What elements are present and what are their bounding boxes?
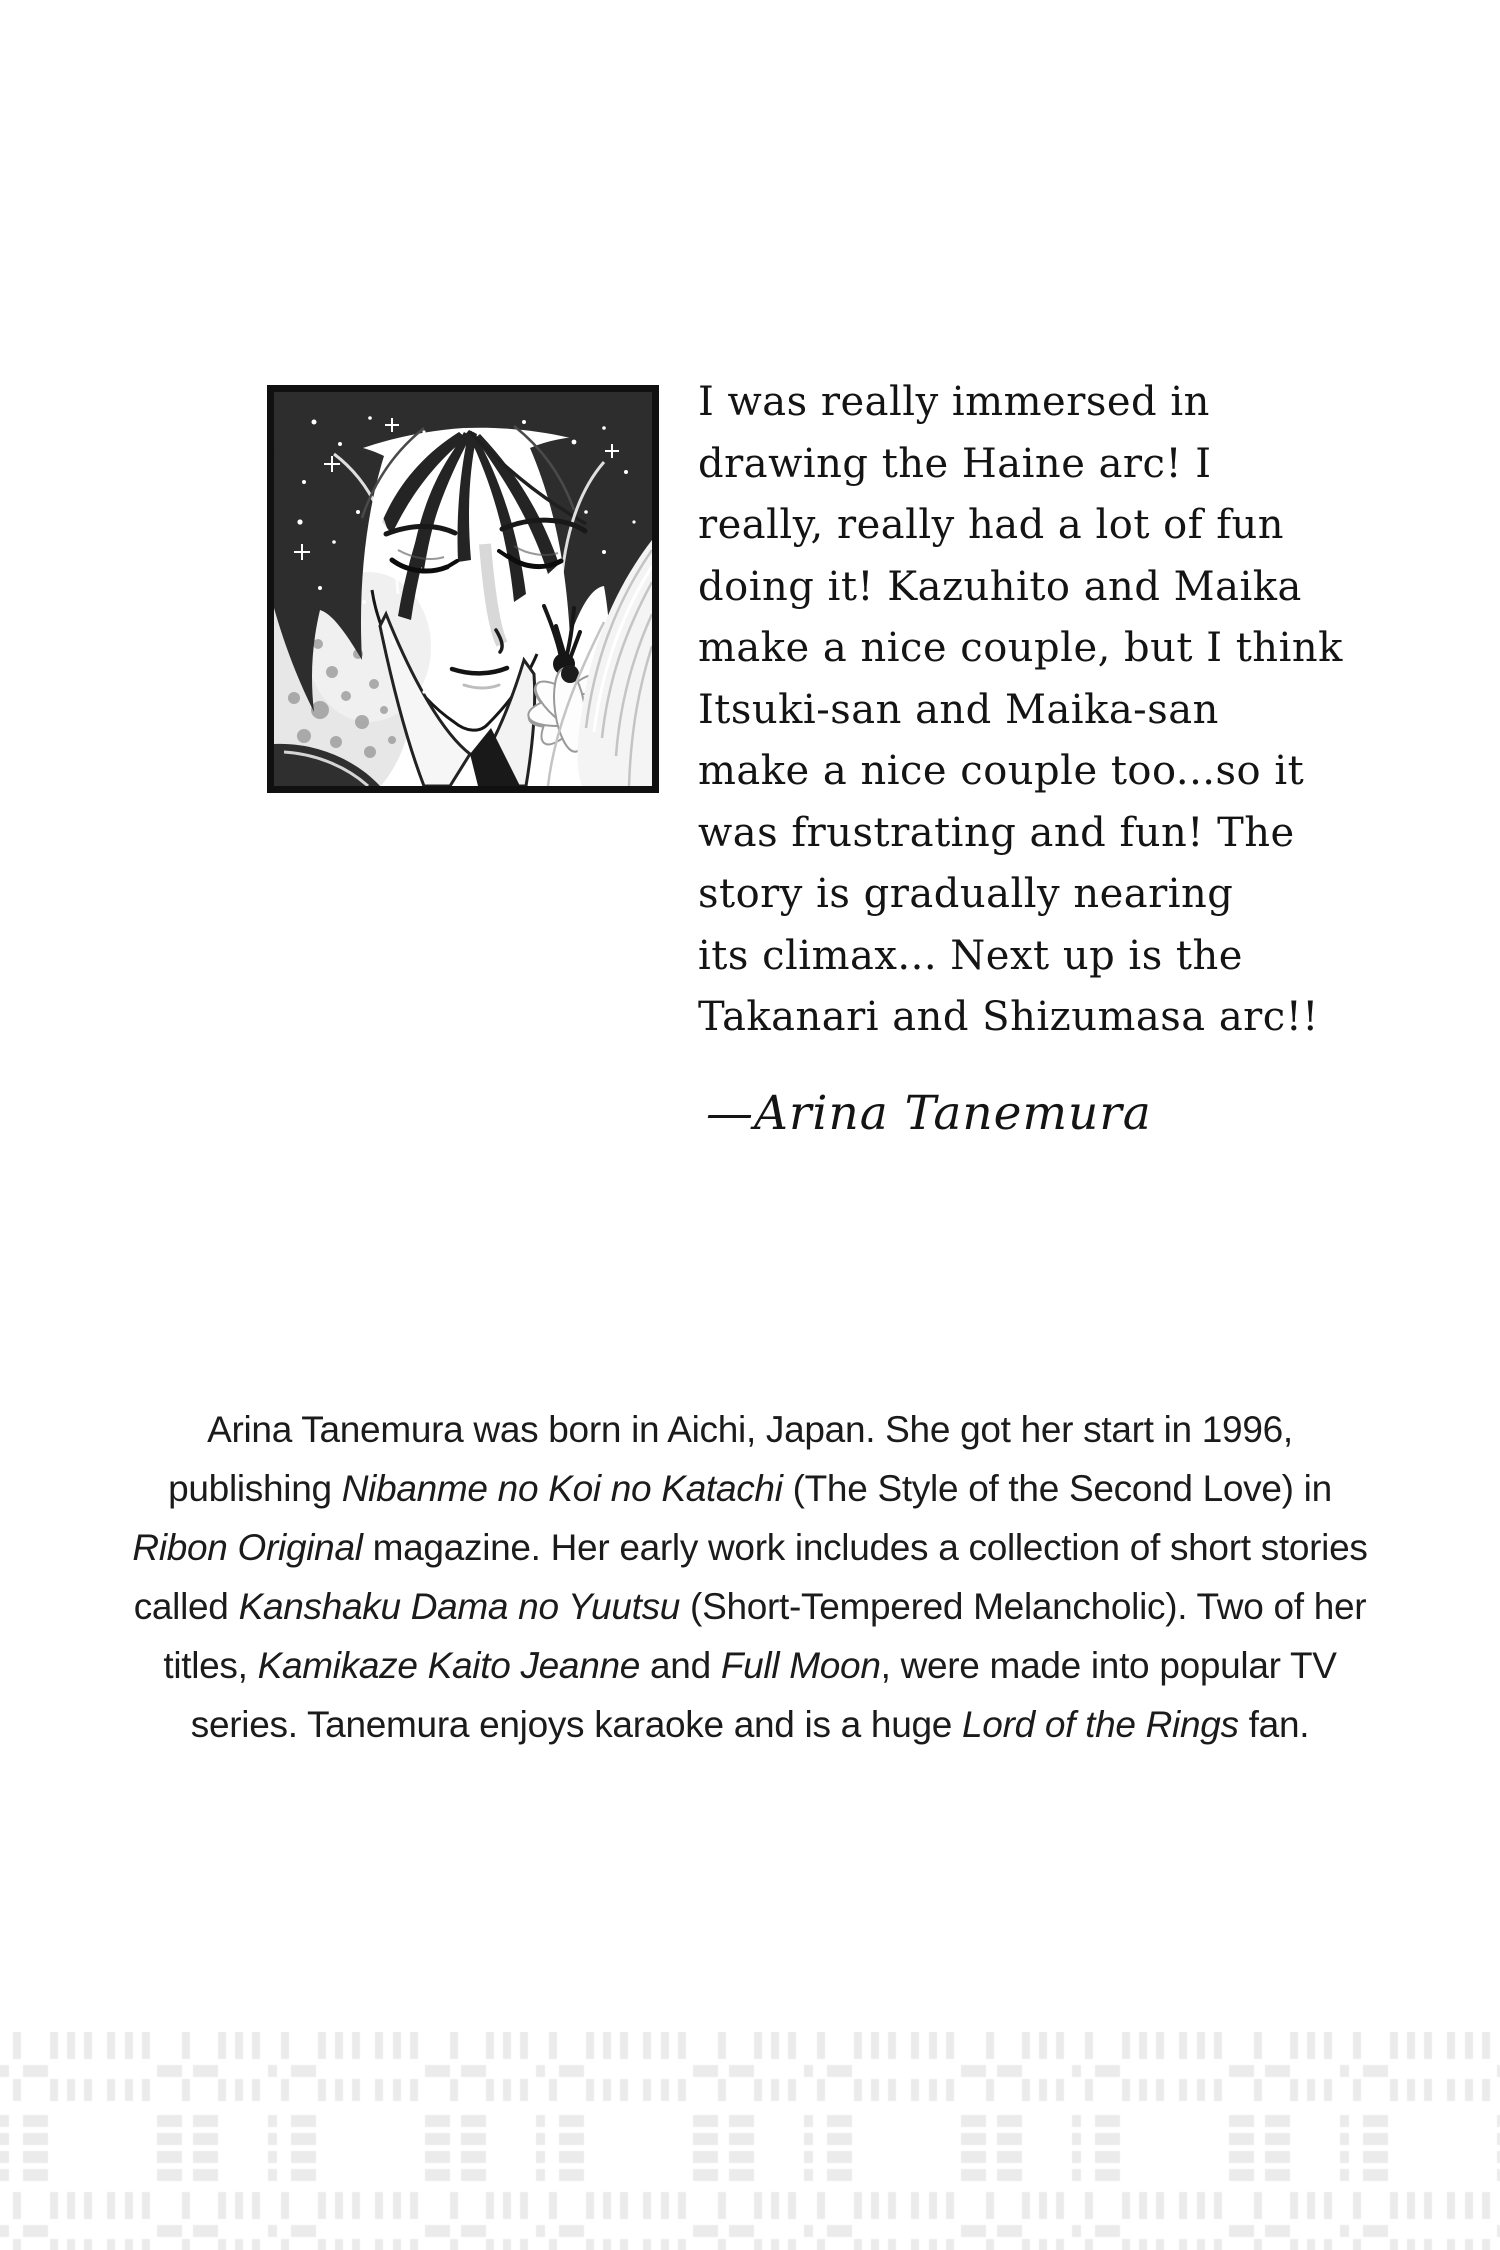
bio-title-italic: Full Moon [720,1645,881,1686]
note-line: make a nice couple, but I think [698,625,1343,671]
bio-line [60,1400,1440,1459]
note-line: was frustrating and fun! The [698,809,1295,856]
bio-text: called [133,1586,239,1627]
bio-text: publishing [168,1468,342,1509]
bio-text: Arina Tanemura was born in Aichi, Japan. She got her start in 1996, [207,1409,1293,1450]
note-line: Itsuki-san and Maika-san [698,686,1219,733]
bio-line [60,1636,1440,1695]
bio-text: and [640,1645,721,1686]
author-note [698,372,1343,1049]
bio-title-italic: Kanshaku Dama no Yuutsu [238,1586,681,1627]
author-signature: —Arina Tanemura [706,1086,1152,1141]
bio-title-italic: Ribon Original [132,1527,363,1568]
note-line: really, really had a lot of fun [698,502,1285,548]
bio-line [60,1695,1440,1754]
bio-line [60,1577,1440,1636]
note-line: make a nice couple too...so it [698,748,1305,794]
bio-text: magazine. Her early work includes a collection of short stories [362,1527,1368,1568]
note-line: doing it! Kazuhito and Maika [698,563,1302,610]
bio-line [60,1459,1440,1518]
decorative-pixel-border [0,2032,1500,2250]
note-line: I was really immersed in [698,379,1210,425]
bio-text: series. Tanemura enjoys karaoke and is a huge [190,1704,963,1745]
note-line: its climax... Next up is the [698,932,1243,979]
bio-title-italic: Kamikaze Kaito Jeanne [257,1645,641,1686]
bio-text: (Short-Tempered Melancholic). Two of her [680,1586,1367,1627]
bio-line [60,1518,1440,1577]
author-portrait [267,385,659,793]
note-line: story is gradually nearing [698,871,1234,917]
note-line: Takanari and Shizumasa arc!! [698,994,1319,1040]
bio-text: (The Style of the Second Love) in [782,1468,1332,1509]
bio-text: titles, [163,1645,258,1686]
note-line: drawing the Haine arc! I [698,440,1212,487]
bio-title-italic: Nibanme no Koi no Katachi [341,1468,783,1509]
bio-text: fan. [1238,1704,1310,1745]
bio-text: , were made into popular TV [880,1645,1337,1686]
author-bio [60,1400,1440,1754]
portrait-illustration [274,392,652,786]
bio-title-italic: Lord of the Rings [962,1704,1239,1745]
